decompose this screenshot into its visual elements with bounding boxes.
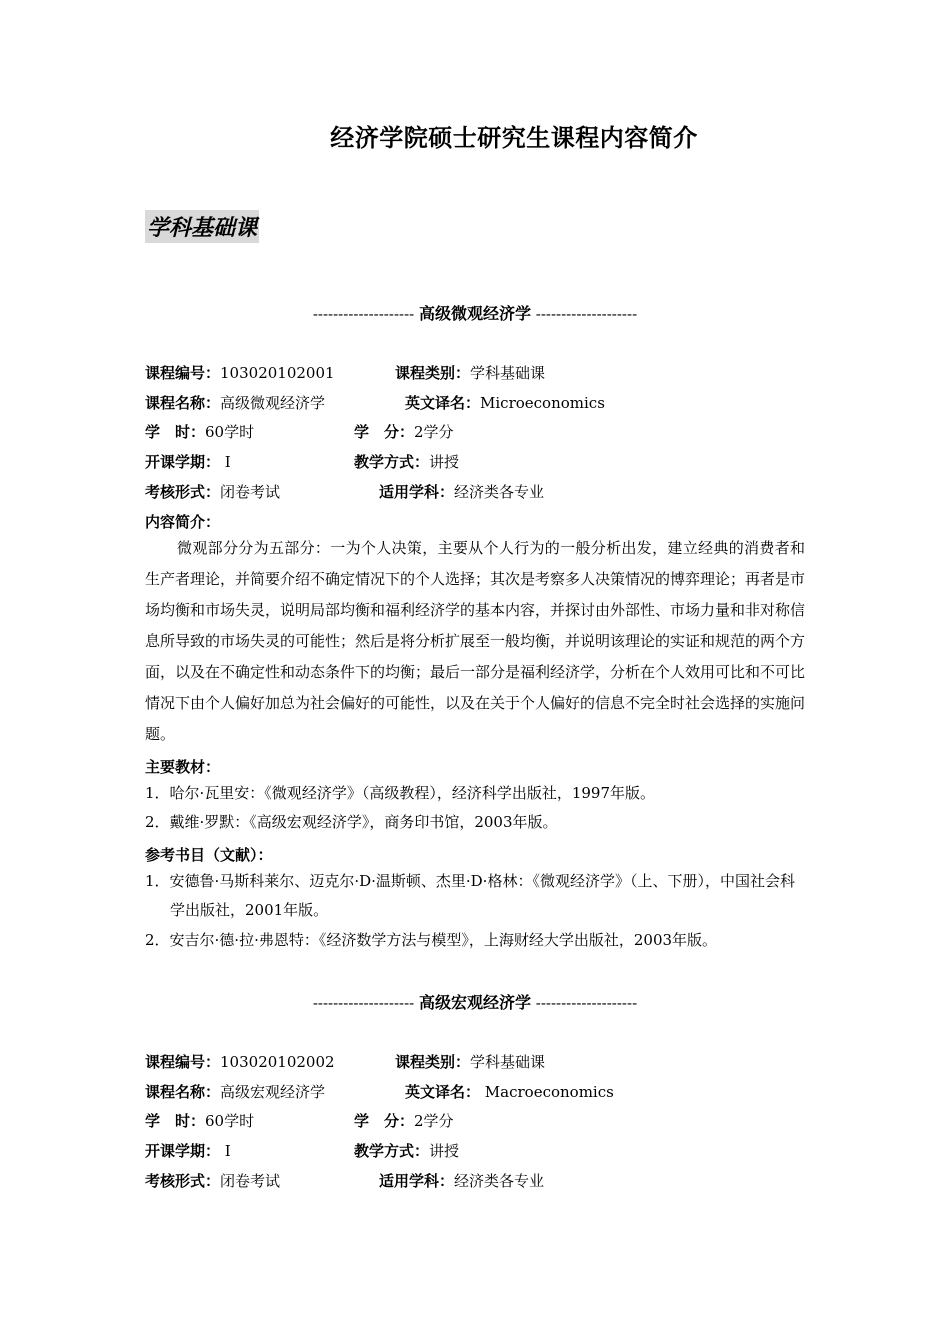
course-hours-row xyxy=(145,421,454,442)
teaching-label: 教学方式： xyxy=(354,1142,430,1160)
intro-heading: 内容简介： xyxy=(145,513,221,531)
course-hours-row xyxy=(145,1110,454,1131)
course-name: 高级宏观经济学 xyxy=(220,1083,326,1101)
teaching-label: 教学方式： xyxy=(354,453,430,471)
course-semester: Ⅰ xyxy=(220,453,231,471)
document-title: 经济学院硕士研究生课程内容简介 xyxy=(330,124,698,152)
course-credits: 2学分 xyxy=(414,1112,454,1130)
course-title xyxy=(145,990,805,1013)
course-category: 学科基础课 xyxy=(470,364,546,382)
course-code-row xyxy=(145,362,546,383)
course-hours: 60学时 xyxy=(205,423,255,441)
course-semester-row xyxy=(145,451,460,472)
code-label: 课程编号： xyxy=(145,364,221,382)
reference-item: 2．安吉尔·德·拉·弗恩特：《经济数学方法与模型》，上海财经大学出版社，2003年版。 xyxy=(145,931,718,949)
course-exam: 闭卷考试 xyxy=(220,483,281,501)
credits-label: 学 分： xyxy=(354,1112,415,1130)
course-english: Macroeconomics xyxy=(480,1083,614,1101)
course-intro: 微观部分分为五部分：一为个人决策，主要从个人行为的一般分析出发，建立经典的消费者和生产者理论，并简要介绍不确定情况下的个人选择；其次是考察多人决策情况的博弈理论；再者是市场均衡和市场失灵，说明局部均衡和福利经济学的基本内容，并探讨由外部性、市场力量和非对称信息所导致的市场失灵的可能性；然后是将分析扩展至一般均衡，并说明该理论的实证和规范的两个方面，以及在不确定性和动态条件下的均衡；最后一部分是福利经济学，分析在个人效用可比和不可比情况下由个人偏好加总为社会偏好的可能性，以及在关于个人偏好的信息不完全时社会选择的实施问题。 xyxy=(145,539,806,743)
references-heading: 参考书目（文献）： xyxy=(145,846,273,864)
english-label: 英文译名： xyxy=(405,1083,481,1101)
hours-label: 学 时： xyxy=(145,1112,206,1130)
course-name-row xyxy=(145,392,605,413)
title-dashes: -------------------- xyxy=(531,994,638,1012)
textbook-item: 2．戴维·罗默：《高级宏观经济学》，商务印书馆，2003年版。 xyxy=(145,813,558,831)
course-title-text: 高级微观经济学 xyxy=(418,304,531,323)
category-label: 课程类别： xyxy=(395,364,471,382)
course-exam-row xyxy=(145,481,545,502)
course-exam: 闭卷考试 xyxy=(220,1172,281,1190)
course-code: 103020102002 xyxy=(220,1053,335,1071)
course-english: Microeconomics xyxy=(480,394,605,412)
discipline-label: 适用学科： xyxy=(379,1172,455,1190)
exam-label: 考核形式： xyxy=(145,483,221,501)
course-title xyxy=(145,301,805,324)
code-label: 课程编号： xyxy=(145,1053,221,1071)
reference-item: 1．安德鲁·马斯科莱尔、迈克尔·D·温斯顿、杰里·D·格林：《微观经济学》（上、下册），中国社会科学出版社，2001年版。 xyxy=(145,872,795,919)
textbooks-heading: 主要教材： xyxy=(145,758,221,776)
name-label: 课程名称： xyxy=(145,394,221,412)
english-label: 英文译名： xyxy=(405,394,481,412)
course-name-row xyxy=(145,1081,614,1102)
credits-label: 学 分： xyxy=(354,423,415,441)
semester-label: 开课学期： xyxy=(145,1142,221,1160)
course-code: 103020102001 xyxy=(220,364,335,382)
section-heading: 学科基础课 xyxy=(145,210,259,243)
category-label: 课程类别： xyxy=(395,1053,471,1071)
title-dashes: -------------------- xyxy=(312,305,419,323)
discipline-label: 适用学科： xyxy=(379,483,455,501)
course-discipline: 经济类各专业 xyxy=(454,1172,545,1190)
course-semester: Ⅰ xyxy=(220,1142,231,1160)
course-category: 学科基础课 xyxy=(470,1053,546,1071)
course-exam-row xyxy=(145,1170,545,1191)
course-name: 高级微观经济学 xyxy=(220,394,326,412)
name-label: 课程名称： xyxy=(145,1083,221,1101)
course-teaching: 讲授 xyxy=(429,1142,460,1160)
hours-label: 学 时： xyxy=(145,423,206,441)
course-semester-row xyxy=(145,1140,460,1161)
course-title-text: 高级宏观经济学 xyxy=(418,993,531,1012)
title-dashes: -------------------- xyxy=(312,994,419,1012)
course-discipline: 经济类各专业 xyxy=(454,483,545,501)
title-dashes: -------------------- xyxy=(531,305,638,323)
course-credits: 2学分 xyxy=(414,423,454,441)
course-teaching: 讲授 xyxy=(429,453,460,471)
textbook-item: 1．哈尔·瓦里安：《微观经济学》（高级教程），经济科学出版社，1997年版。 xyxy=(145,784,655,802)
semester-label: 开课学期： xyxy=(145,453,221,471)
exam-label: 考核形式： xyxy=(145,1172,221,1190)
course-code-row xyxy=(145,1051,546,1072)
course-hours: 60学时 xyxy=(205,1112,255,1130)
